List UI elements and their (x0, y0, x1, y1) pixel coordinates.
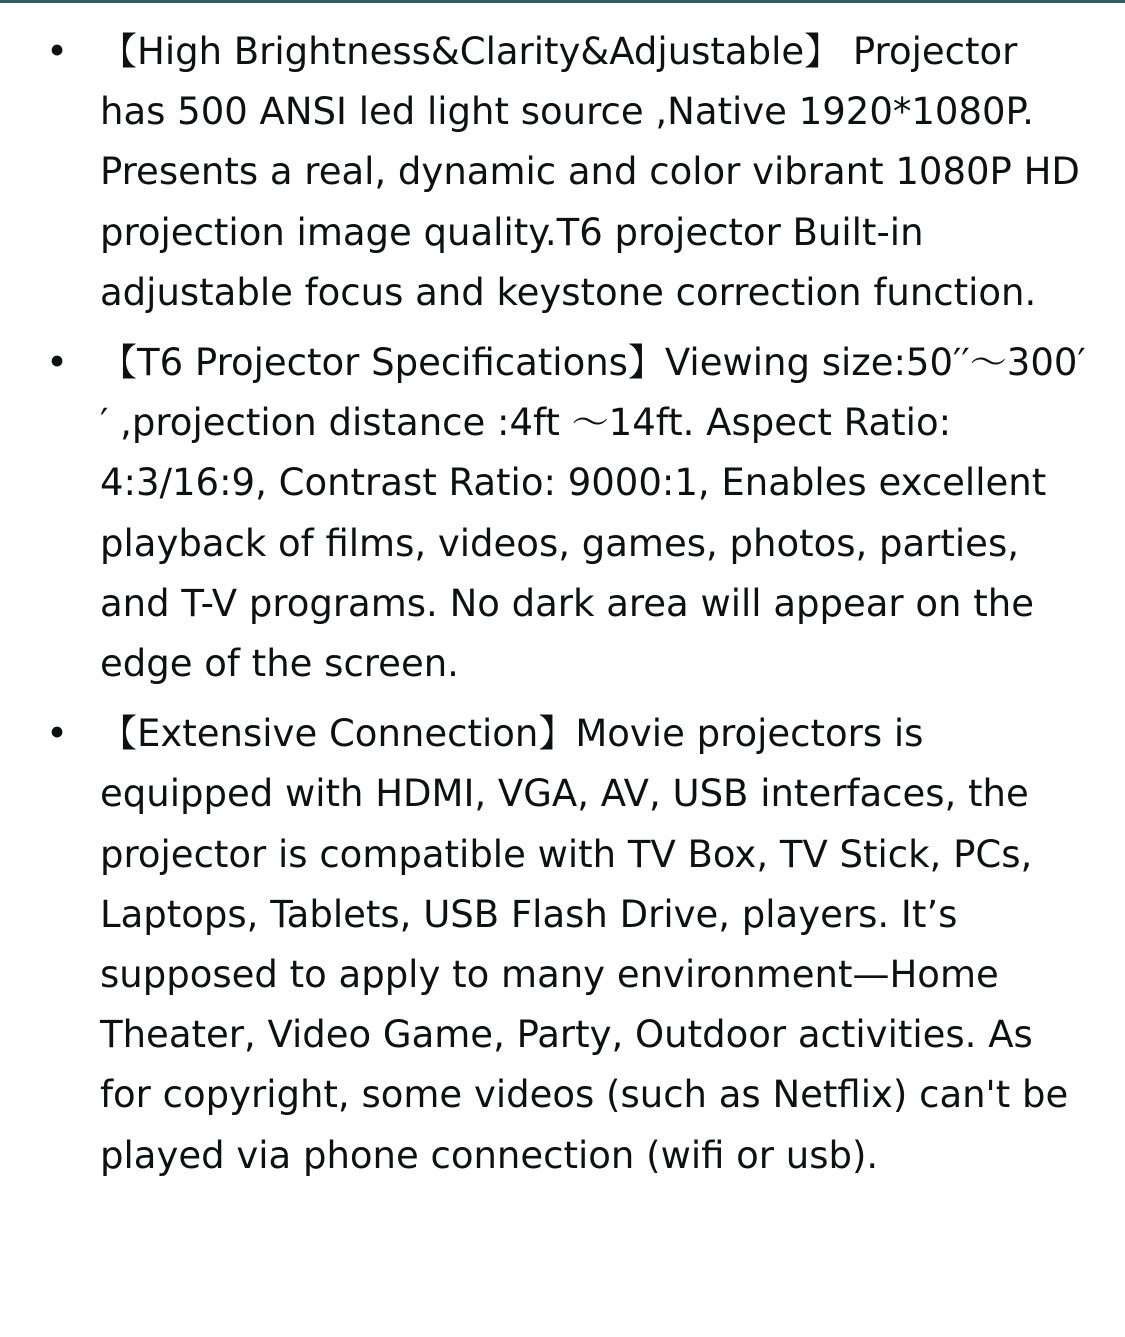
feature-bullet-text: 【Extensive Connection】Movie projectors is equipped with HDMI, VGA, AV, USB interfaces, the projector is compatible with TV Box, TV Stick, PCs, Laptops, Tablets, USB Flash Drive, players. It’s supposed to apply to many environment—Home Theater, Video Game, Party, Outdoor activities. As for copyright, some videos (such as Netflix) can't be played via phone connection (wifi or usb). (100, 712, 1069, 1177)
bullet-icon: • (46, 712, 68, 756)
feature-bullet-text: 【T6 Projector Specifications】Viewing size:50′′～300′′ ,projection distance :4ft ～14ft. Aspect Ratio: 4:3/16:9, Contrast Ratio: 9000:1, Enables excellent playback of films, videos, games, photos, parties, and T-V programs. No dark area will appear on the edge of the screen. (100, 341, 1086, 686)
bullet-icon: • (46, 341, 68, 385)
feature-bullet-connection (0, 704, 1125, 1186)
feature-bullet-list (0, 22, 1125, 1246)
feature-bullet-specifications (0, 333, 1125, 694)
feature-bullet-text: 【High Brightness&Clarity&Adjustable】 Projector has 500 ANSI led light source ,Native 1920*1080P. Presents a real, dynamic and color vibrant 1080P HD projection image quality.T6 projector Built-in adjustable focus and keystone correction function. (100, 30, 1080, 314)
bullet-icon: • (46, 30, 68, 73)
feature-bullet-brightness (0, 22, 1125, 323)
feature-bullet-partial (0, 1196, 1125, 1236)
top-divider (0, 0, 1125, 3)
